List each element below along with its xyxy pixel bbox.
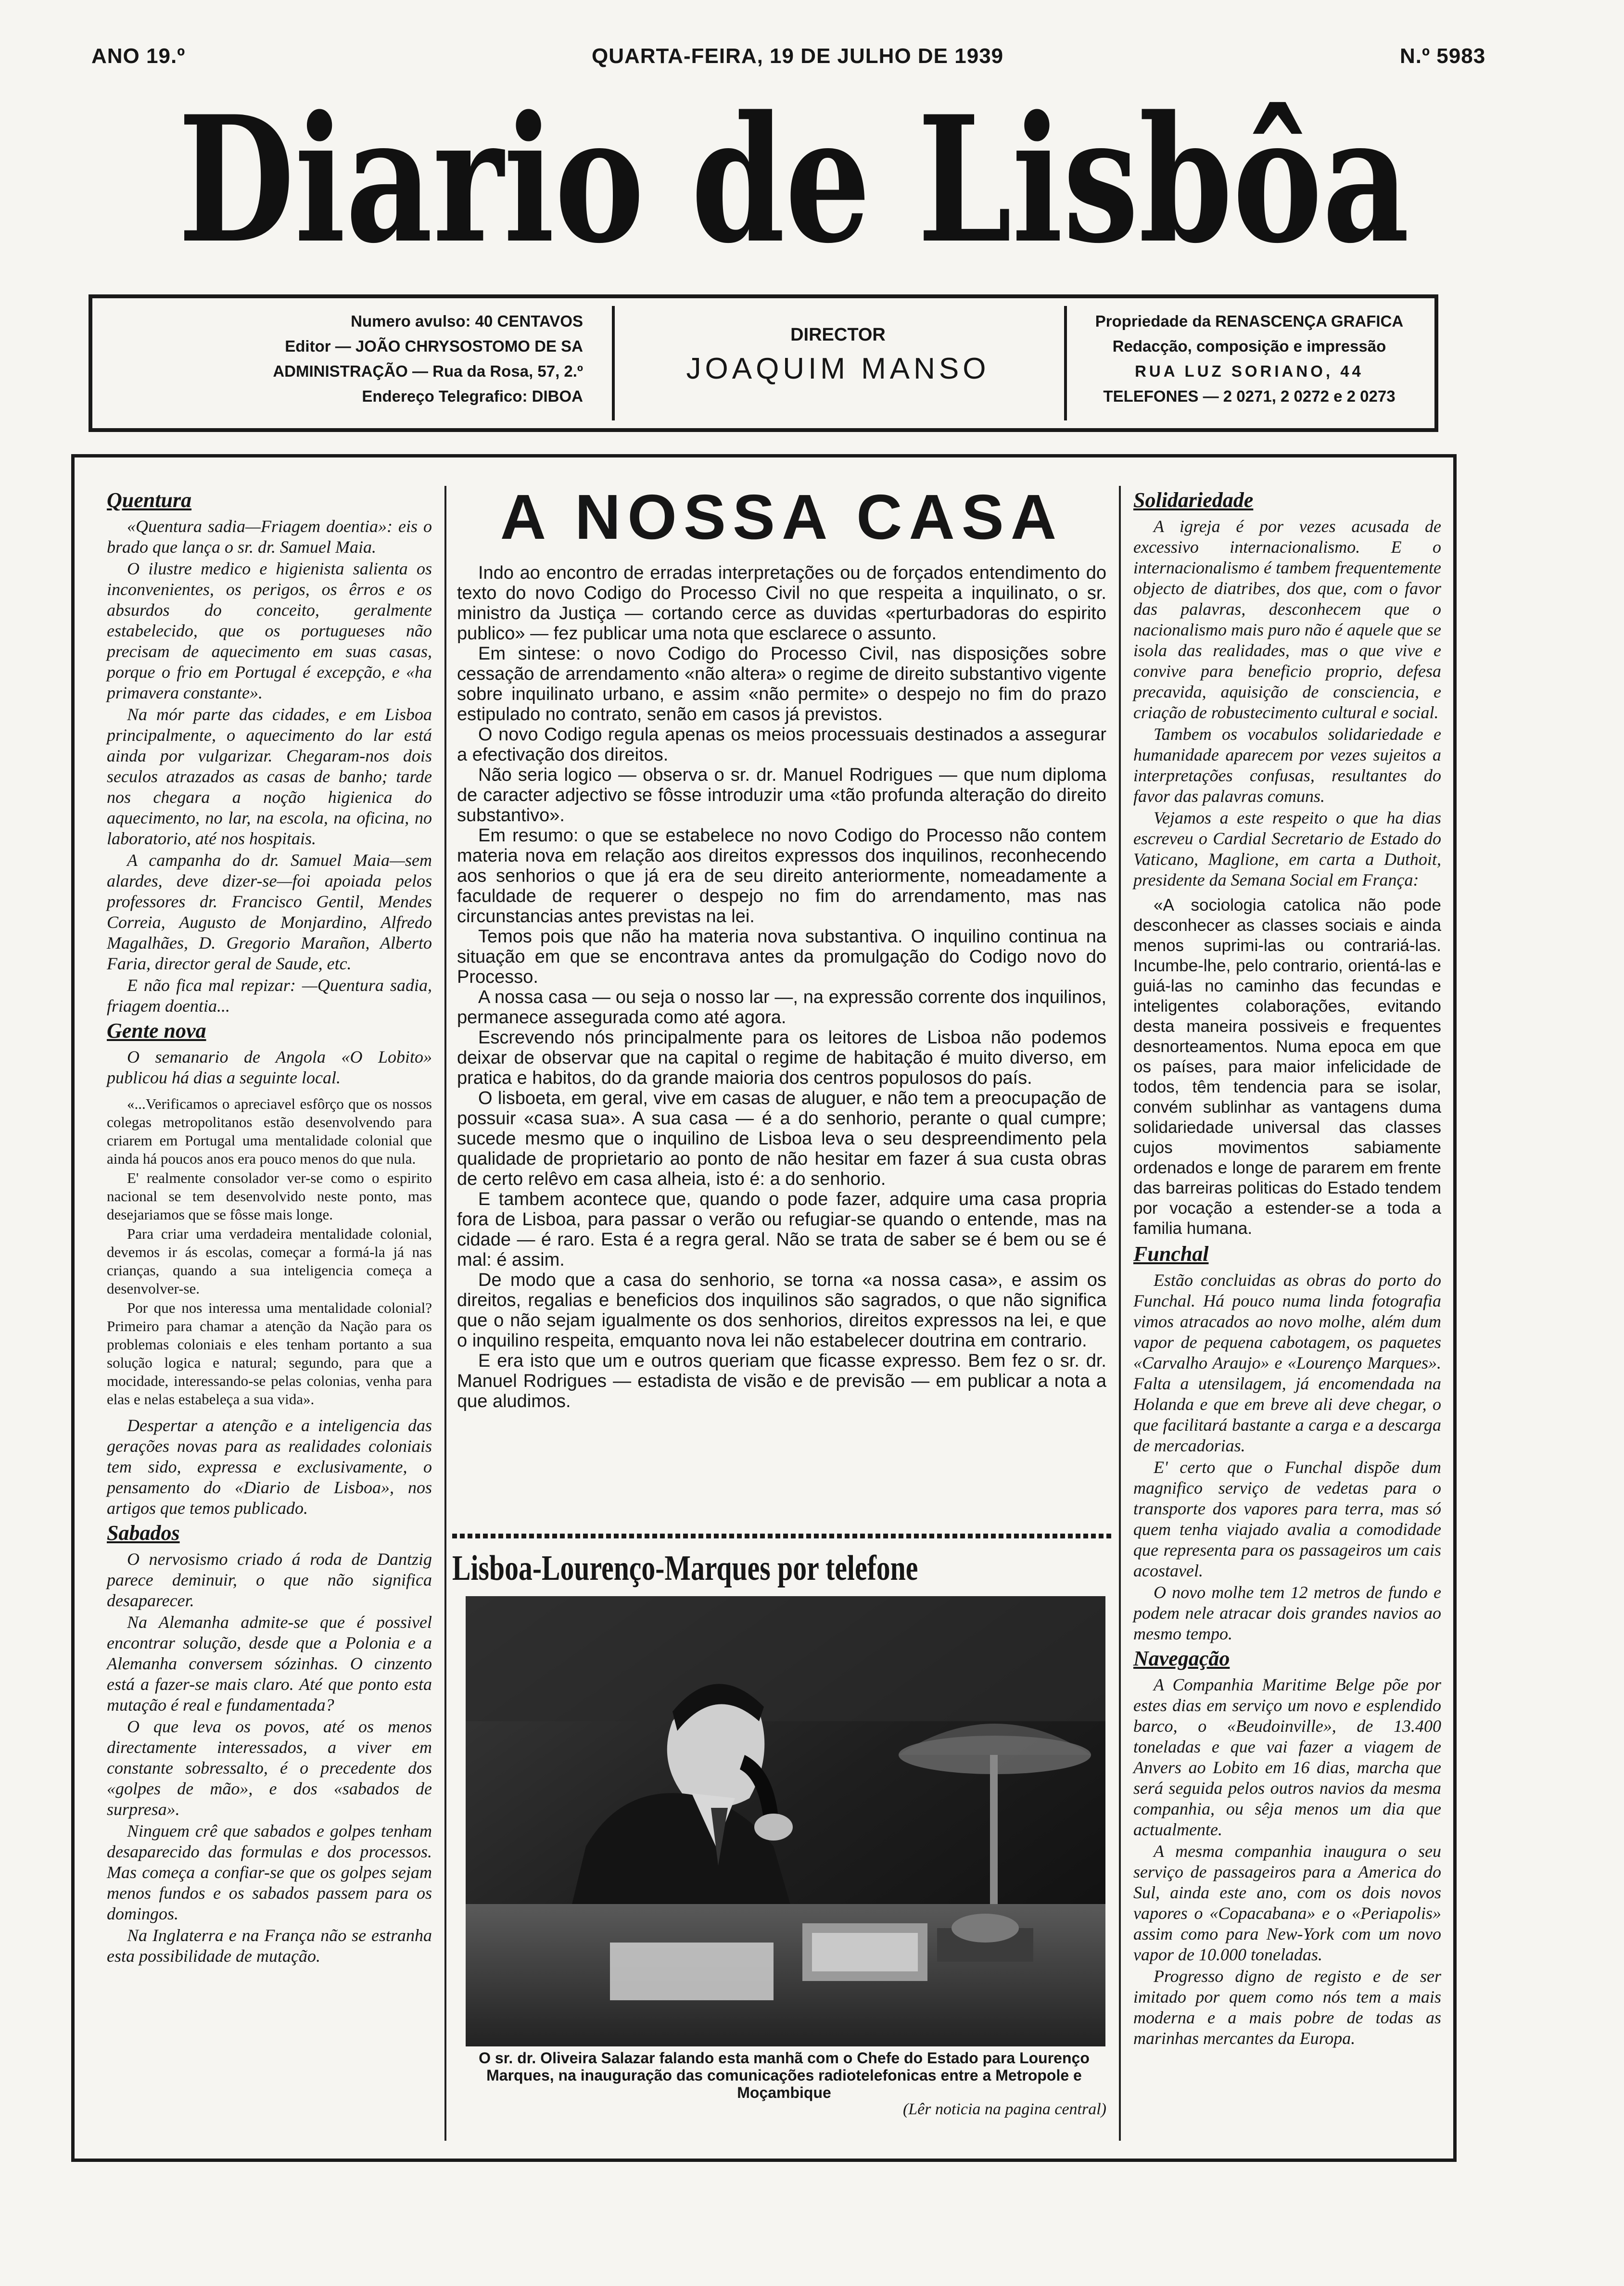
quote-block: [107, 1095, 432, 1409]
info-director: [617, 322, 1059, 428]
article-navegacao: [1133, 1675, 1441, 2049]
paragraph: Tambem os vocabulos solidariedade e humanidade aparecem por vezes sujeitos a interpretações confusas, resultantes do favor das palavras comuns.: [1133, 724, 1441, 806]
paragraph: «A sociologia catolica não pode desconhecer as classes sociais e ainda menos suprimi-las ou contrariá-las. Incumbe-lhe, pelo contrario, orientá-las e guiá-las no caminho das fecundas e inteligentes colaborações, evitando desta maneira possiveis e frequentes desnorteamentos. Numa epoca em que os países, para maior infelicidade de todos, têm tendencia para se isolar, convém sublinhar as vantagens duma solidariedade universal das classes cujos movimentos sabiamente ordenados e longe de pararem em frente das barreiras politicas do Estado tendem por vocação a estender-se a toda a familia humana.: [1133, 896, 1441, 1238]
paragraph: Temos pois que não ha materia nova substantiva. O inquilino continua na situação em que se encontrava antes da promulgação do Codigo novo do Processo.: [457, 927, 1106, 987]
paragraph: Para criar uma verdadeira mentalidade colonial, devemos ir ás escolas, começar a formá-la já nas crianças, quando a sua inteligencia começa a desenvolver-se.: [107, 1225, 432, 1297]
paragraph: O nervosismo criado á roda de Dantzig parece deminuir, o que não significa desaparecer.: [107, 1549, 432, 1610]
section-heading-sabados: Sabados: [107, 1521, 180, 1545]
article-quentura: [107, 516, 432, 1016]
year-label: ANO 19.º: [91, 44, 186, 68]
paragraph: Não seria logico — observa o sr. dr. Manuel Rodrigues — que num diploma de caracter adjectivo se fôsse introduzir uma «tão profunda alteração do direito substantivo».: [457, 765, 1106, 826]
paragraph: O que leva os povos, até os menos directamente interessados, a viver em constante sobressalto, é o precedente dos «golpes de mão», e dos «sabados de surpresa».: [107, 1717, 432, 1819]
paragraph: E era isto que um e outros queriam que ficasse expresso. Bem fez o sr. dr. Manuel Rodrigues — estadista de visão e de previsão — em publicar a nota a que aludimos.: [457, 1351, 1106, 1411]
info-right: [1069, 309, 1430, 428]
paragraph: E' realmente consolador ver-se como o espirito nacional se tem desenvolvido neste ponto, mas desejariamos que se fôsse mais longe.: [107, 1169, 432, 1223]
section-heading-solidariedade: Solidariedade: [1133, 488, 1254, 512]
info-left: [165, 309, 597, 428]
news-photo: [466, 1596, 1105, 2046]
paragraph: A Companhia Maritime Belge põe por estes dias em serviço um novo e esplendido barco, o «Beudoinville», de 13.400 toneladas e que vai fazer a viagem de Anvers ao Lobito em 16 dias, marcha que será seguida pelos outros navios da mesma companhia, ou sêja menos um dia que actualmente.: [1133, 1675, 1441, 1839]
column-rule: [444, 486, 446, 2141]
section-heading-navegacao: Navegação: [1133, 1647, 1230, 1670]
paragraph: Vejamos a este respeito o que ha dias escreveu o Cardial Secretario de Estado do Vaticano, Maglione, em carta a Duthoit, presidente da Semana Social em França:: [1133, 808, 1441, 889]
date-label: QUARTA-FEIRA, 19 DE JULHO DE 1939: [592, 44, 1004, 68]
article-gente-nova-after: [107, 1415, 432, 1519]
info-telegraph: Endereço Telegrafico: DIBOA: [362, 387, 583, 405]
info-administration: ADMINISTRAÇÃO — Rua da Rosa, 57, 2.º: [273, 362, 583, 380]
paragraph: O lisboeta, em geral, vive em casas de aluguer, e não tem a preocupação de possuir «casa sua». A sua casa — é a do senhorio, perante o qual cumpre; sucede mesmo que o inquilino de Lisboa leva o seu despreendimento pela qualidade de proprietario ao ponto de não hesitar em fazer á sua custa obras de certo relêvo em casa alheia, isto é: a do senhorio.: [457, 1088, 1106, 1189]
info-phones: TELEFONES — 2 0271, 2 0272 e 2 0273: [1103, 387, 1396, 405]
paragraph: Na Alemanha admite-se que é possivel encontrar solução, desde que a Polonia e a Alemanha conversem sózinhas. O cinzento está a fazer-se mais claro. Até que ponto esta mutação é real e fundamentada?: [107, 1613, 432, 1714]
paragraph: Na Inglaterra e na França não se estranha esta possibilidade de mutação.: [107, 1926, 432, 1966]
paragraph: A igreja é por vezes acusada de excessivo internacionalismo. E o internacionalismo é tambem frequentemente objecto de diatribes, dos que, com o favor das palavras, desconhecem que o nacionalismo mais puro não é aquele que se isola das realidades, mas o que vive e convive para beneficio proprio, defesa precavida, aquisição de consciencia, e criação de robustecimento cultural e social.: [1133, 517, 1441, 722]
paragraph: A mesma companhia inaugura o seu serviço de passageiros para a America do Sul, ainda este ano, com os dois novos vapores o «Copacabana» e o «Periapolis» assim como para New-York com um novo vapor de 10.000 toneladas.: [1133, 1842, 1441, 1964]
paragraph: O ilustre medico e higienista salienta os inconvenientes, os perigos, os êrros e os absurdos do conceito, geralmente estabelecido, que os portugueses não precisam de aquecimento em suas casas, porque o frio em Portugal é excepção, e «ha primavera constante».: [107, 559, 432, 702]
photo-caption: O sr. dr. Oliveira Salazar falando esta manhã com o Chefe do Estado para Lourenço Marques, na inauguração das comunicações radiotelefonicas entre a Metropole e Moçambique: [479, 2049, 1090, 2101]
main-headline: A NOSSA CASA: [500, 482, 1064, 552]
info-printing: Redacção, composição e impressão: [1112, 337, 1386, 355]
paragraph: «Quentura sadia—Friagem doentia»: eis o brado que lança o sr. dr. Samuel Maia.: [107, 517, 432, 557]
paragraph: Indo ao encontro de erradas interpretações ou de forçados entendimento do texto do novo Codigo do Processo Civil no que respeita a inquilinato, o sr. ministro da Justiça — cortando cerce as duvidas «perturbadoras do espirito publico» — fez publicar uma nota que esclarece o assunto.: [457, 563, 1106, 644]
article-solidariedade: [1133, 516, 1441, 890]
info-divider: [612, 306, 615, 420]
article-funchal: [1133, 1270, 1441, 1644]
director-label: DIRECTOR: [790, 325, 886, 345]
paragraph: A campanha do dr. Samuel Maia—sem alardes, deve dizer-se—foi apoiada pelos professores dr. Francisco Gentil, Mendes Correia, Augusto de Monjardino, Alfredo Magalhães, D. Gregorio Marañon, Alberto Faria, director geral de Saude, etc.: [107, 851, 432, 973]
info-editor: Editor — JOÃO CHRYSOSTOMO DE SA: [285, 337, 583, 355]
info-divider: [1064, 306, 1067, 420]
paragraph: Por que nos interessa uma mentalidade colonial? Primeiro para chamar a atenção da Nação para os problemas coloniais e eles tenham portanto a sua solução logica e natural; segundo, para que a mocidade, interessando-se pelas colonias, venha para elas e nelas estabeleça a sua vida».: [107, 1299, 432, 1408]
info-box: [89, 294, 1438, 432]
paragraph: E tambem acontece que, quando o pode fazer, adquire uma casa propria fora de Lisboa, para passar o verão ou refugiar-se quando o entende, mas na cidade — é raro. Esta é a regra geral. Não se trata de saber se é bem ou se é mal: é assim.: [457, 1189, 1106, 1270]
section-heading-funchal: Funchal: [1133, 1242, 1209, 1266]
right-column: [1133, 486, 1441, 2050]
center-column: [457, 482, 1106, 1411]
paragraph: O novo molhe tem 12 metros de fundo e podem nele atracar dois grandes navios ao mesmo tempo.: [1133, 1583, 1441, 1643]
article-sabados: [107, 1549, 432, 1967]
masthead-logo: [164, 72, 1424, 284]
paragraph: «...Verificamos o apreciavel esfôrço que os nossos colegas metropolitanos estão desenvolvendo para criarem em Portugal uma mentalidade colonial que ainda há poucos anos era pouco menos do que nula.: [107, 1095, 432, 1167]
paragraph: O novo Codigo regula apenas os meios processuais destinados a assegurar a efectivação dos direitos.: [457, 724, 1106, 765]
quote-block: [1133, 895, 1441, 1239]
dotted-rule: [452, 1534, 1111, 1538]
info-owner: Propriedade da RENASCENÇA GRAFICA: [1095, 312, 1404, 330]
paragraph: Progresso digno de registo e de ser imitado por quem como nós tem a mais moderna e a mais pobre de todas as marinhas mercantes da Europa.: [1133, 1967, 1441, 2048]
paragraph: Despertar a atenção e a inteligencia das gerações novas para as realidades coloniais tem sido, expressa e exclusivamente, o pensamento do «Diario de Lisboa», nos artigos que temos publicado.: [107, 1416, 432, 1518]
paragraph: Na mór parte das cidades, e em Lisboa principalmente, o aquecimento do lar está ainda por vulgarizar. Chegaram-nos dois seculos atrazados as casas de banho; tarde nos chegara a noção higienica do aquecimento, no lar, na escola, na oficina, no laboratorio, até nos hospitais.: [107, 705, 432, 848]
paragraph: De modo que a casa do senhorio, se torna «a nossa casa», e assim os direitos, regalias e beneficios dos inquilinos são sagrados, o que não significa que o não sejam igualmente os dos senhorios, direitos expressos na lei, e que o inquilino respeita, emquanto nova lei não estabelecer doutrina em contrario.: [457, 1270, 1106, 1351]
article-gente-nova: [107, 1047, 432, 1088]
section-heading-gente-nova: Gente nova: [107, 1019, 206, 1042]
paragraph: O semanario de Angola «O Lobito» publicou há dias a seguinte local.: [107, 1047, 432, 1087]
info-address: RUA LUZ SORIANO, 44: [1135, 362, 1364, 380]
paragraph: Estão concluidas as obras do porto do Funchal. Há pouco numa linda fotografia vimos atracados ao novo molhe, além dum vapor de pequena cabotagem, os paquetes «Carvalho Araujo» e «Lourenço Marques». Falta a utensilagem, já encomendada na Holanda e que em breve ali deve chegar, o que facilitará bastante a carga e a descarga de mercadorias.: [1133, 1270, 1441, 1455]
info-price: Numero avulso: 40 CENTAVOS: [351, 312, 583, 330]
photo-reference: (Lêr noticia na pagina central): [902, 2100, 1106, 2118]
paragraph: Escrevendo nós principalmente para os leitores de Lisboa não podemos deixar de observar que na capital o regime de habitação é muito diverso, em pratica e habitos, do da grande maioria dos centros populosos do país.: [457, 1028, 1106, 1088]
paragraph: Em resumo: o que se estabelece no novo Codigo do Processo não contem materia nova em relação aos direitos expressos dos inquilinos, reconhecendo aos senhorios o que já era de seu direito anteriormente, nomeadamente a faculdade de requerer o despejo no fim do arrendamento, mas nas circunstancias antes previstas na lei.: [457, 826, 1106, 927]
masthead-title: Diario de Lisbôa: [178, 78, 1409, 281]
column-rule: [1119, 486, 1121, 2141]
paragraph: E' certo que o Funchal dispõe dum magnifico serviço de vedetas para o transporte dos vapores para terra, mas só quem tenha viajado avalia a comodidade que representa para os passageiros um cais acostavel.: [1133, 1458, 1441, 1580]
section-heading-quentura: Quentura: [107, 488, 192, 512]
issue-number: N.º 5983: [1400, 44, 1486, 68]
photo-salazar-telephone: [466, 1596, 1105, 2046]
paragraph: A nossa casa — ou seja o nosso lar —, na expressão corrente dos inquilinos, permanece assegurada como até agora.: [457, 987, 1106, 1028]
paragraph: Em sintese: o novo Codigo do Processo Civil, nas disposições sobre cessação de arrendamento «não altera» o regime de direito substantivo vigente sobre inquilinato urbano, e assim «não permite» o despejo no fim do prazo estipulado no contrato, senão em casos já previstos.: [457, 644, 1106, 724]
director-name: JOAQUIM MANSO: [686, 352, 990, 385]
left-column: [107, 486, 432, 1968]
paragraph: E não fica mal repizar: —Quentura sadia, friagem doentia...: [107, 976, 432, 1016]
paragraph: Ninguem crê que sabados e golpes tenham desaparecido das formulas e dos processos. Mas começa a confiar-se que os golpes sejam menos fundos e os sabados passem para os domingos.: [107, 1821, 432, 1923]
photo-headline: Lisboa-Lourenço-Marques por telefone: [452, 1549, 918, 1588]
